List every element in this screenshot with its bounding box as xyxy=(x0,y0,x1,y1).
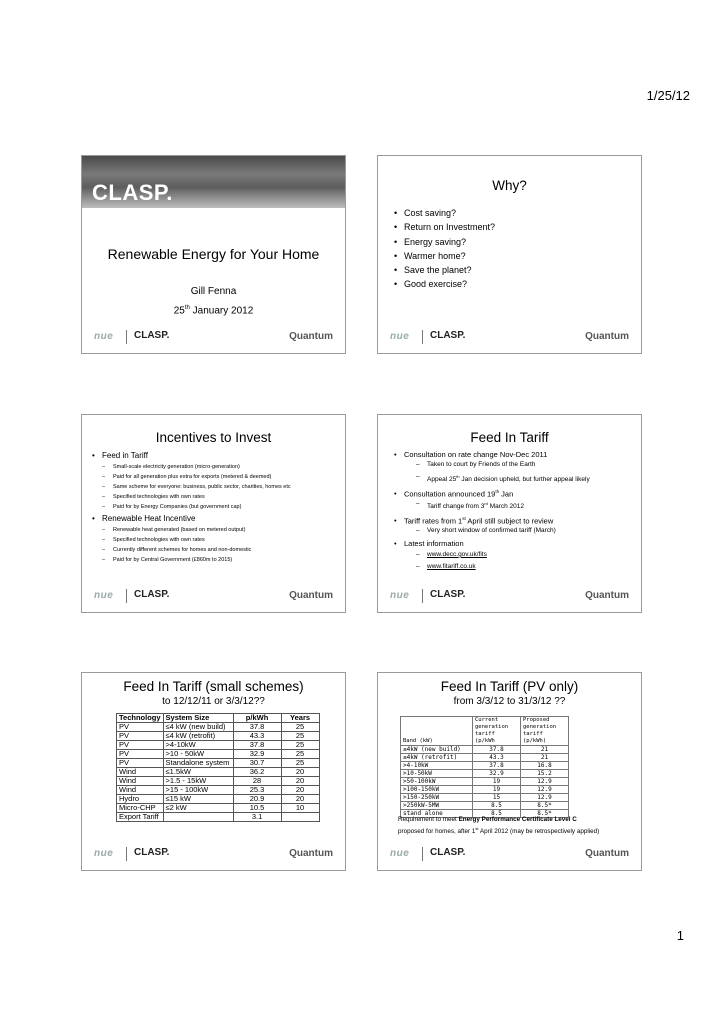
clasp-logo: CLASP. xyxy=(134,330,170,341)
bullet-list xyxy=(92,451,339,565)
table-cell: 43.3 xyxy=(473,754,521,762)
page-number: 1 xyxy=(676,928,684,943)
clasp-logo: CLASP. xyxy=(430,330,466,341)
table-row xyxy=(401,802,569,810)
table-cell: 12.9 xyxy=(521,778,569,786)
nue-logo: nue xyxy=(390,331,410,342)
logo-divider xyxy=(422,847,423,861)
column-header: Band (kW) xyxy=(401,717,473,746)
table-cell: Wind xyxy=(117,777,164,786)
table-cell: 20 xyxy=(281,795,319,804)
column-header: p/kWh xyxy=(233,714,281,723)
table-cell xyxy=(281,813,319,822)
quantum-logo: Quantum xyxy=(289,848,333,859)
bullet-list xyxy=(394,208,495,294)
table-cell: 25 xyxy=(281,723,319,732)
table-cell: Hydro xyxy=(117,795,164,804)
table-cell: >15 - 100kW xyxy=(163,786,233,795)
table-cell: >100-150kW xyxy=(401,786,473,794)
table-cell: 8.5* xyxy=(521,802,569,810)
table-cell: 25 xyxy=(281,741,319,750)
table-cell: >4-10kW xyxy=(163,741,233,750)
table-cell: ≤4 kW (new build) xyxy=(163,723,233,732)
table-cell: 15.2 xyxy=(521,770,569,778)
slide-2 xyxy=(377,155,642,354)
list-item: • Save the planet? xyxy=(394,265,495,276)
table-cell: 3.1 xyxy=(233,813,281,822)
table-cell: 8.5* xyxy=(521,810,569,818)
table-cell: PV xyxy=(117,732,164,741)
table-cell: PV xyxy=(117,723,164,732)
epc-note: Requirement to meet Energy Performance Certificate Level C proposed for homes, after 1st April 2012 (may be retrospectively applied) xyxy=(398,816,600,836)
table-cell: 25 xyxy=(281,732,319,741)
sub-item: – Currently different schemes for homes and non-domestic xyxy=(102,545,339,555)
table-cell: 32.9 xyxy=(233,750,281,759)
quantum-logo: Quantum xyxy=(289,590,333,601)
slide-footer xyxy=(388,589,631,603)
slide-subtitle: to 12/12/11 or 3/3/12?? xyxy=(162,696,265,707)
banner-image xyxy=(82,156,345,208)
sub-item xyxy=(416,549,635,561)
table-cell: 15 xyxy=(473,794,521,802)
author: Gill Fenna xyxy=(190,286,237,297)
table-cell: ≤4kW (retrofit) xyxy=(401,754,473,762)
sub-item: – Paid for by Central Government (£860m to 2015) xyxy=(102,555,339,565)
table-cell: >150-250kW xyxy=(401,794,473,802)
nue-logo: nue xyxy=(390,848,410,859)
table-cell: >50-100kW xyxy=(401,778,473,786)
slide-title: Why? xyxy=(492,178,527,193)
table-cell: 20.9 xyxy=(233,795,281,804)
slide-1 xyxy=(81,155,346,354)
slide-subtitle: from 3/3/12 to 31/3/12 ?? xyxy=(453,696,566,707)
slide-title: Incentives to Invest xyxy=(155,430,272,445)
slide-5 xyxy=(81,672,346,871)
column-header: Years xyxy=(281,714,319,723)
table-cell: 10 xyxy=(281,804,319,813)
sub-item: – Paid for by Energy Companies (but government cap) xyxy=(102,502,339,512)
table-cell: 20 xyxy=(281,786,319,795)
table-row xyxy=(117,723,320,732)
table-cell: PV xyxy=(117,750,164,759)
table-cell: 32.9 xyxy=(473,770,521,778)
slide-footer xyxy=(92,330,335,344)
table-cell: >4-10kW xyxy=(401,762,473,770)
table-row xyxy=(117,768,320,777)
table-cell: 25 xyxy=(281,759,319,768)
table-row xyxy=(117,777,320,786)
table-cell: 21 xyxy=(521,754,569,762)
sub-item: – Same scheme for everyone: business, public sector, charities, homes etc xyxy=(102,482,339,492)
list-item: • Tariff rates from 1st April still subject to review – Very short window of confirmed tariff (March) xyxy=(394,516,635,538)
sub-item: – Paid for all generation plus extra for exports (metered & deemed) xyxy=(102,472,339,482)
column-header: Proposed generation tariff (p/kWh) xyxy=(521,717,569,746)
table-row xyxy=(401,746,569,754)
pv-tariff-table xyxy=(400,716,569,818)
presentation-date: 25th January 2012 xyxy=(173,305,254,317)
clasp-logo: CLASP. xyxy=(134,589,170,600)
fitariff-link[interactable]: www.fitariff.co.uk xyxy=(427,562,476,570)
list-item: • Consultation announced 19th Jan – Tariff change from 3rd March 2012 xyxy=(394,489,635,514)
table-cell: 20 xyxy=(281,768,319,777)
nue-logo: nue xyxy=(390,590,410,601)
nue-logo: nue xyxy=(94,590,114,601)
table-cell: 20 xyxy=(281,777,319,786)
table-cell: ≤1.5kW xyxy=(163,768,233,777)
table-cell: 21 xyxy=(521,746,569,754)
clasp-logo: CLASP. xyxy=(430,847,466,858)
table-cell: Wind xyxy=(117,786,164,795)
tariff-table xyxy=(116,713,320,822)
table-cell xyxy=(163,813,233,822)
table-cell: 36.2 xyxy=(233,768,281,777)
sub-item: – Specified technologies with own rates xyxy=(102,535,339,545)
table-cell: ≤2 kW xyxy=(163,804,233,813)
table-row xyxy=(117,759,320,768)
sub-item: – Renewable heat generated (based on metered output) xyxy=(102,525,339,535)
list-item: • Energy saving? xyxy=(394,237,495,248)
logo-divider xyxy=(126,847,127,861)
list-item: • Cost saving? xyxy=(394,208,495,219)
table-row xyxy=(401,754,569,762)
sub-item: – Very short window of confirmed tariff (March) xyxy=(416,525,635,537)
list-item: • Warmer home? xyxy=(394,251,495,262)
table-cell: 37.8 xyxy=(473,762,521,770)
sub-item: – Tariff change from 3rd March 2012 xyxy=(416,498,635,513)
slide-title: Feed In Tariff (small schemes) xyxy=(123,679,304,694)
table-cell: 10.5 xyxy=(233,804,281,813)
nue-logo: nue xyxy=(94,331,114,342)
table-cell: stand alone xyxy=(401,810,473,818)
table-cell: 43.3 xyxy=(233,732,281,741)
column-header: System Size xyxy=(163,714,233,723)
list-item: • Consultation on rate change Nov-Dec 2011 – Taken to court by Friends of the Earth – Appeal 25th Jan decision upheld, but further appeal likely xyxy=(394,450,635,487)
slide-footer xyxy=(92,847,335,861)
table-cell: 37.8 xyxy=(473,746,521,754)
table-cell: 19 xyxy=(473,786,521,794)
table-cell: >10-50kW xyxy=(401,770,473,778)
column-header: Current generation tariff (p/kWh xyxy=(473,717,521,746)
sub-item: – Specified technologies with own rates xyxy=(102,492,339,502)
slide-6 xyxy=(377,672,642,871)
logo-divider xyxy=(126,330,127,344)
table-cell: 12.9 xyxy=(521,794,569,802)
table-cell: 19 xyxy=(473,778,521,786)
table-cell: PV xyxy=(117,741,164,750)
table-cell: 8.5 xyxy=(473,810,521,818)
table-cell: PV xyxy=(117,759,164,768)
quantum-logo: Quantum xyxy=(585,590,629,601)
table-row xyxy=(117,741,320,750)
table-cell: Micro-CHP xyxy=(117,804,164,813)
table-header-row xyxy=(401,717,569,746)
list-item: • Return on Investment? xyxy=(394,222,495,233)
list-item: • Latest information – www.decc.gov.uk/fits – www.fitariff.co.uk xyxy=(394,539,635,572)
slide-title: Renewable Energy for Your Home xyxy=(107,246,320,262)
slide-title: Feed In Tariff xyxy=(470,430,549,445)
logo-divider xyxy=(126,589,127,603)
logo-divider xyxy=(422,589,423,603)
clasp-logo: CLASP. xyxy=(134,847,170,858)
table-cell: >10 - 50kW xyxy=(163,750,233,759)
slide-3 xyxy=(81,414,346,613)
banner-logo-text: CLASP. xyxy=(92,180,173,205)
table-cell: 12.9 xyxy=(521,786,569,794)
list-item: • Renewable Heat Incentive – Renewable heat generated (based on metered output) – Specified technologies with own rates – Currently different schemes for homes and non-domestic – Paid for by Central Government (£860m to 2015) xyxy=(92,514,339,565)
table-row xyxy=(117,813,320,822)
slide-4 xyxy=(377,414,642,613)
table-cell: ≤4kW (new build) xyxy=(401,746,473,754)
table-cell: 30.7 xyxy=(233,759,281,768)
quantum-logo: Quantum xyxy=(585,331,629,342)
table-cell: Standalone system xyxy=(163,759,233,768)
table-cell: 28 xyxy=(233,777,281,786)
nue-logo: nue xyxy=(94,848,114,859)
column-header: Technology xyxy=(117,714,164,723)
slide-footer xyxy=(92,589,335,603)
table-cell: 25.3 xyxy=(233,786,281,795)
logo-divider xyxy=(422,330,423,344)
table-row xyxy=(117,732,320,741)
table-cell: >250kW-5MW xyxy=(401,802,473,810)
table-cell: ≤15 kW xyxy=(163,795,233,804)
decc-link[interactable]: www.decc.gov.uk/fits xyxy=(427,550,487,558)
table-cell: 8.5 xyxy=(473,802,521,810)
table-cell: Wind xyxy=(117,768,164,777)
slide-footer xyxy=(388,847,631,861)
quantum-logo: Quantum xyxy=(585,848,629,859)
table-cell: 37.8 xyxy=(233,741,281,750)
sub-item: – Small-scale electricity generation (micro-generation) xyxy=(102,462,339,472)
table-cell: >1.5 - 15kW xyxy=(163,777,233,786)
table-row xyxy=(401,762,569,770)
table-row xyxy=(117,786,320,795)
bullet-list xyxy=(394,450,635,573)
slide-title: Feed In Tariff (PV only) xyxy=(440,679,579,694)
table-row xyxy=(401,770,569,778)
sub-item xyxy=(416,561,635,573)
table-cell: Export Tariff xyxy=(117,813,164,822)
sub-item: – Taken to court by Friends of the Earth xyxy=(416,459,635,471)
table-cell: 37.8 xyxy=(233,723,281,732)
table-row xyxy=(401,778,569,786)
list-item: • Good exercise? xyxy=(394,279,495,290)
table-row xyxy=(401,786,569,794)
table-cell: 16.8 xyxy=(521,762,569,770)
clasp-logo: CLASP. xyxy=(430,589,466,600)
quantum-logo: Quantum xyxy=(289,331,333,342)
header-date: 1/25/12 xyxy=(646,88,690,103)
table-cell: ≤4 kW (retrofit) xyxy=(163,732,233,741)
table-row xyxy=(401,794,569,802)
slide-footer xyxy=(388,330,631,344)
table-cell: 25 xyxy=(281,750,319,759)
list-item: • Feed in Tariff – Small-scale electricity generation (micro-generation) – Paid for all generation plus extra for exports (metered & deemed) – Same scheme for everyone: business, public sector, charities, homes etc – Specified technologies with own rates – Paid for by Energy Companies (but government cap) xyxy=(92,451,339,512)
sub-item: – Appeal 25th Jan decision upheld, but further appeal likely xyxy=(416,471,635,486)
